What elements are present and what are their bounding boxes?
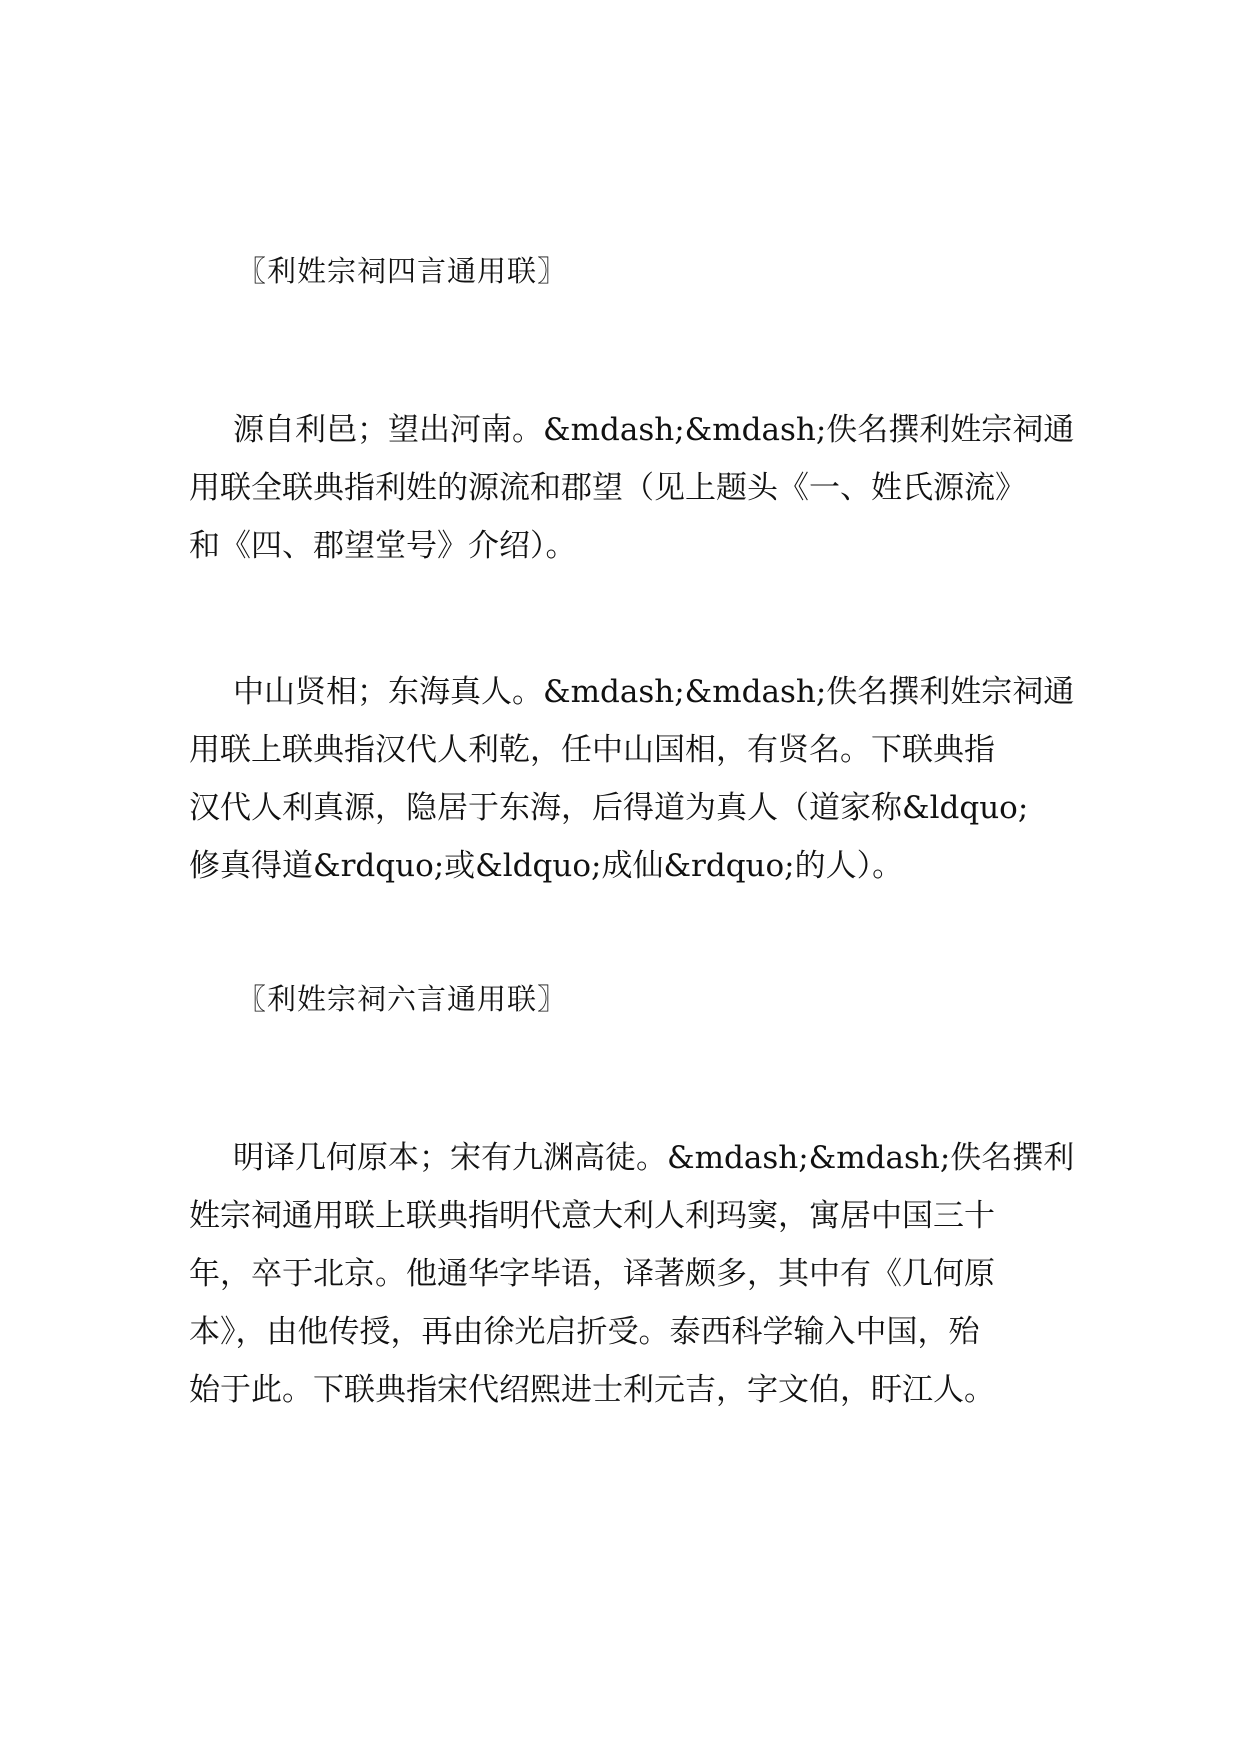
paragraph-origin-couplet xyxy=(189,401,1075,575)
text-line: 明译几何原本；宋有九渊高徒。&mdash;&mdash;佚名撰利 xyxy=(233,1140,1075,1176)
section-heading-four-character: 〖利姓宗祠四言通用联〗 xyxy=(237,254,568,288)
text-line: 始于此。下联典指宋代绍熙进士利元吉，字文伯，盱江人。 xyxy=(189,1372,995,1408)
text-line: 年，卒于北京。他通华字毕语，译著颇多，其中有《几何原 xyxy=(189,1256,995,1292)
paragraph-geometry-couplet xyxy=(189,1129,1075,1419)
text-line: 用联上联典指汉代人利乾，任中山国相，有贤名。下联典指 xyxy=(189,732,995,768)
text-line: 中山贤相；东海真人。&mdash;&mdash;佚名撰利姓宗祠通 xyxy=(233,674,1075,710)
text-line: 源自利邑；望出河南。&mdash;&mdash;佚名撰利姓宗祠通 xyxy=(233,412,1075,448)
text-line: 修真得道&rdquo;或&ldquo;成仙&rdquo;的人）。 xyxy=(189,848,904,884)
section-heading-six-character: 〖利姓宗祠六言通用联〗 xyxy=(237,982,568,1016)
text-line: 和《四、郡望堂号》介绍）。 xyxy=(189,528,577,564)
text-line: 本》，由他传授，再由徐光启折受。泰西科学输入中国，殆 xyxy=(189,1314,980,1350)
text-line: 汉代人利真源，隐居于东海，后得道为真人（道家称&ldquo; xyxy=(189,790,1029,826)
text-line: 姓宗祠通用联上联典指明代意大利人利玛窦，寓居中国三十 xyxy=(189,1198,995,1234)
text-line: 用联全联典指利姓的源流和郡望（见上题头《一、姓氏源流》 xyxy=(189,470,1026,506)
paragraph-zhongshan-couplet xyxy=(189,663,1075,895)
